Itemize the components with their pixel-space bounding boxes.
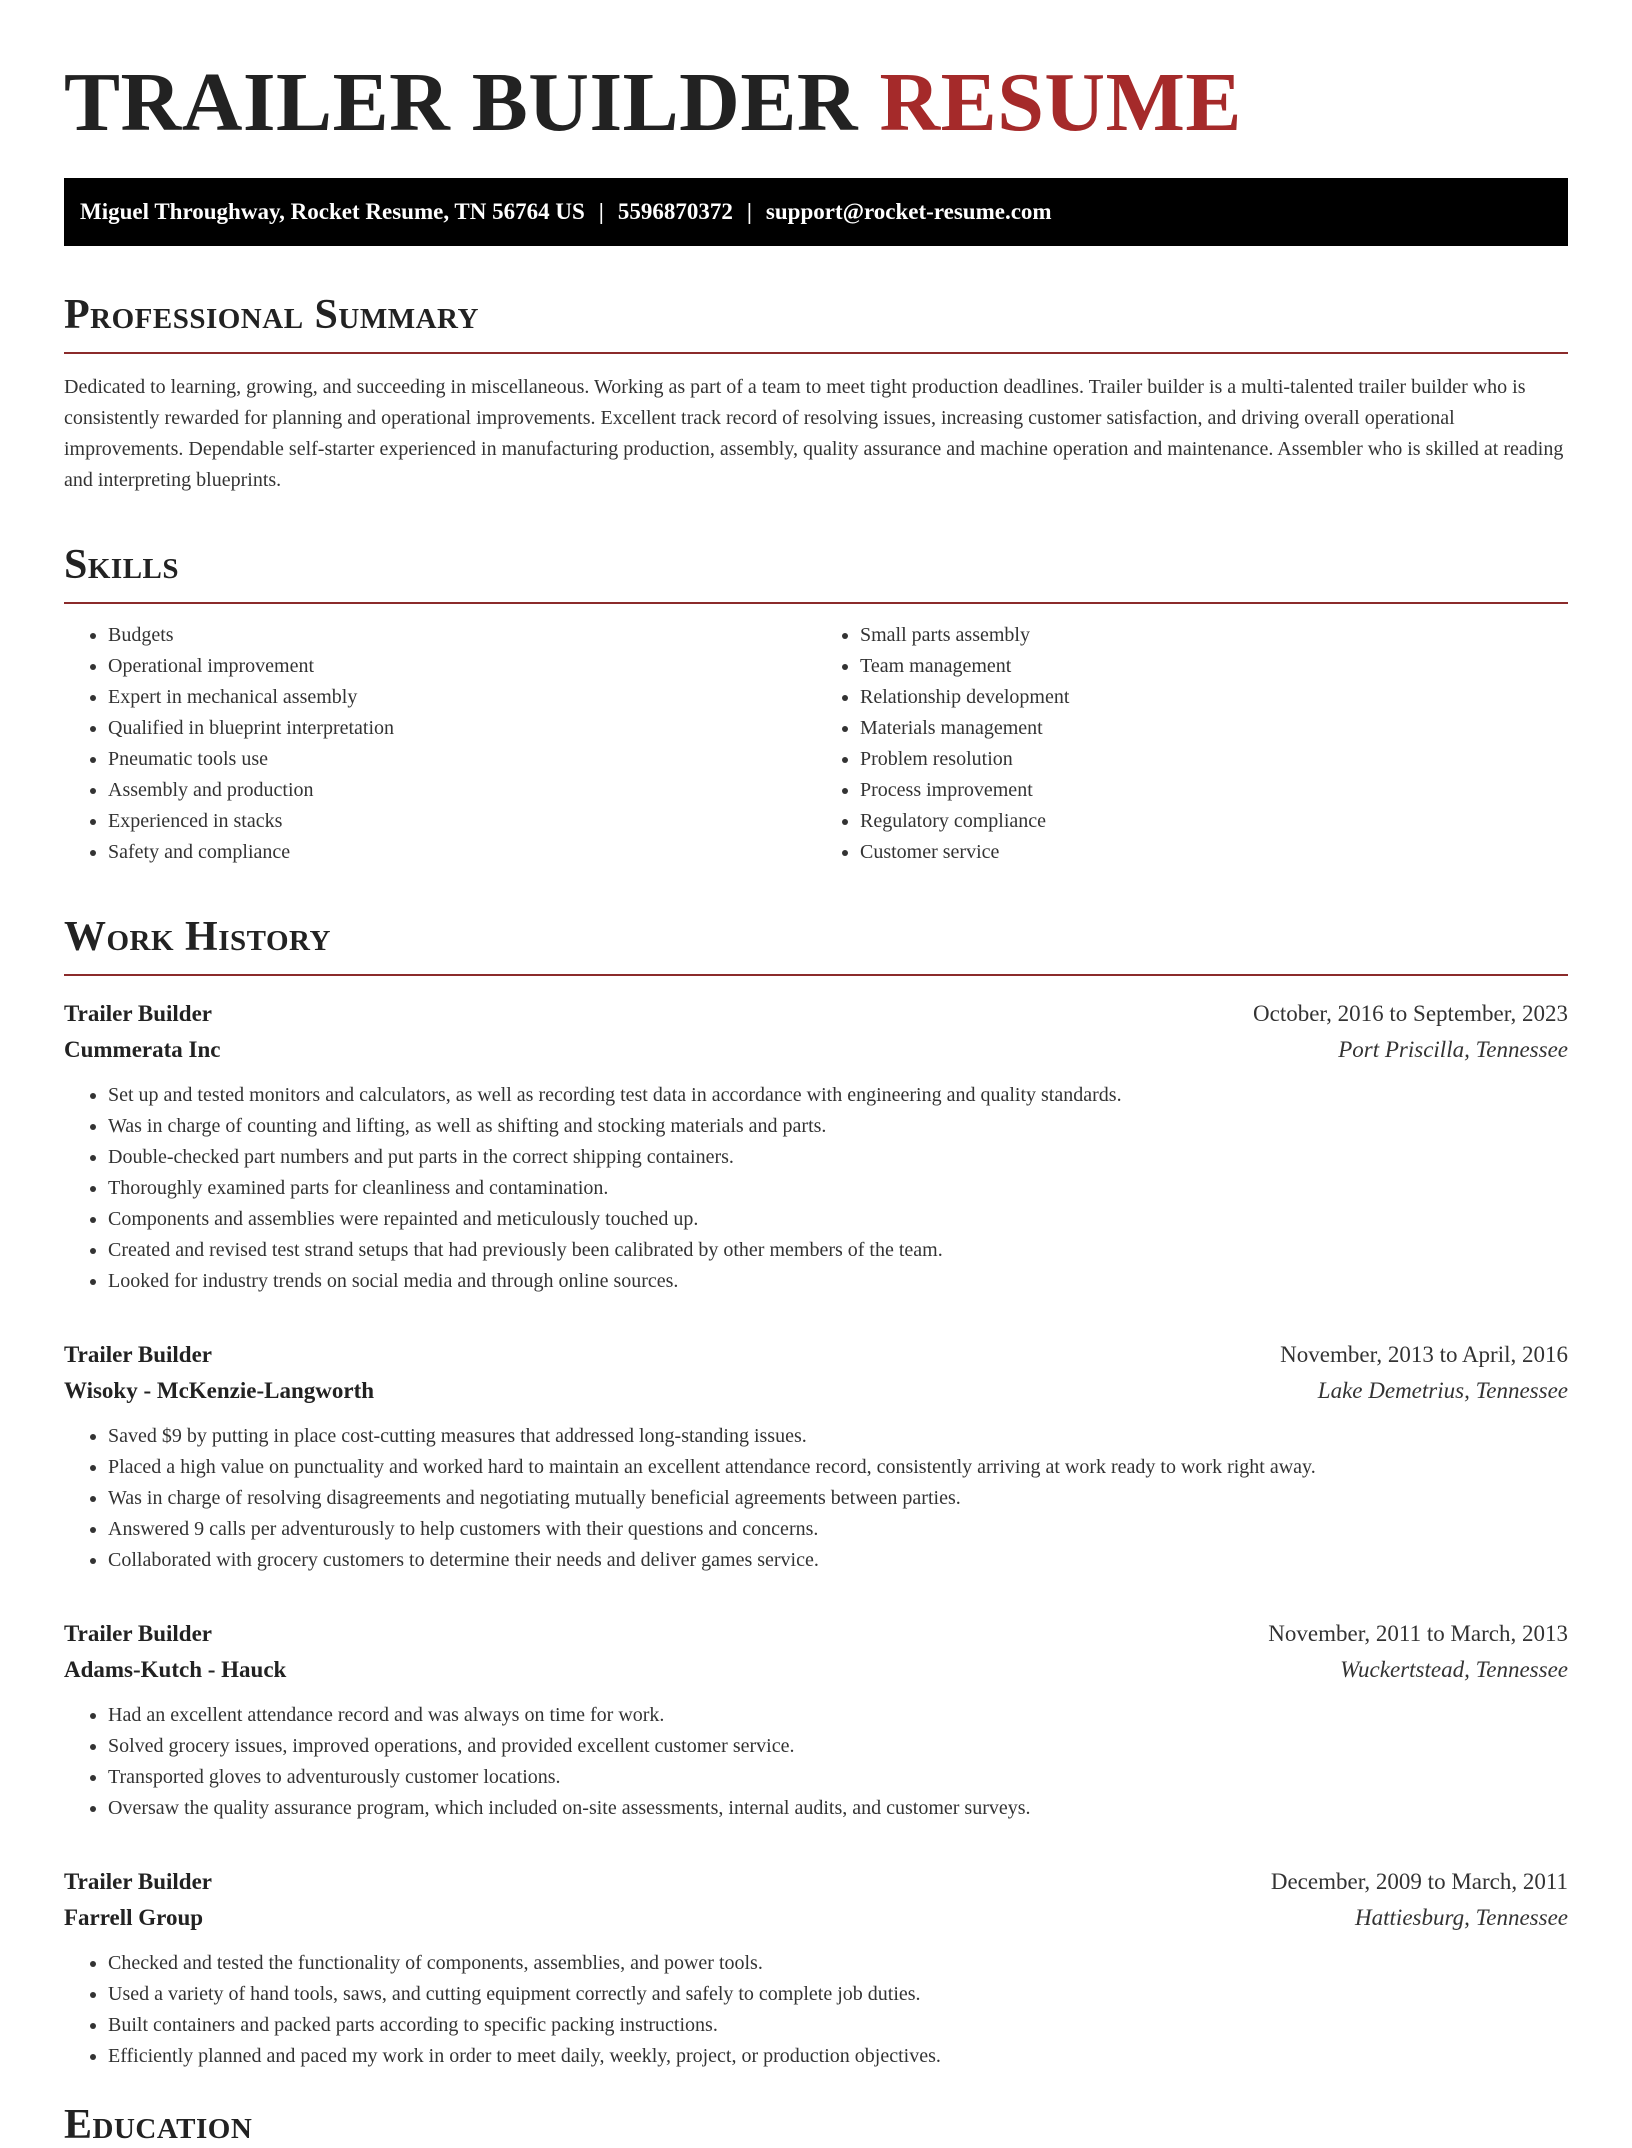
skill-item: • Relationship development [860, 682, 1568, 713]
job-company-row [64, 1652, 1568, 1688]
job-duties [64, 1700, 1568, 1824]
skill-item: • Regulatory compliance [860, 806, 1568, 837]
duty-item: • Had an excellent attendance record and was always on time for work. [108, 1700, 1568, 1731]
job-title: Trailer Builder [64, 1001, 212, 1026]
job-location: Port Priscilla, Tennessee [1338, 1037, 1568, 1062]
skill-item: • Budgets [108, 620, 816, 651]
duty-item: • Collaborated with grocery customers to determine their needs and deliver games service. [108, 1545, 1568, 1576]
duty-item: • Placed a high value on punctuality and worked hard to maintain an excellent attendance record, consistently arriving at work ready to work right away. [108, 1452, 1568, 1483]
job-header-row [64, 1616, 1568, 1652]
job-company-row [64, 1373, 1568, 1409]
resume-title [64, 0, 1568, 148]
job-header-row [64, 1337, 1568, 1373]
skill-item: • Experienced in stacks [108, 806, 816, 837]
title-main: TRAILER BUILDER [64, 56, 859, 149]
job-title: Trailer Builder [64, 1342, 212, 1367]
skill-item: • Team management [860, 651, 1568, 682]
job-title: Trailer Builder [64, 1869, 212, 1894]
skill-item: • Expert in mechanical assembly [108, 682, 816, 713]
skill-item: • Problem resolution [860, 744, 1568, 775]
job-location: Lake Demetrius, Tennessee [1317, 1378, 1568, 1403]
skill-item: • Operational improvement [108, 651, 816, 682]
skill-item: • Assembly and production [108, 775, 816, 806]
section-divider [64, 352, 1568, 354]
job-entry [64, 1337, 1568, 1576]
summary-text: Dedicated to learning, growing, and succeeding in miscellaneous. Working as part of a team to meet tight production deadlines. Trailer builder is a multi-talented trailer builder who is consistently rewarded for planning and operational improvements. Excellent track record of resolving issues, increasing customer satisfaction, and driving overall operational improvements. Dependable self-starter experienced in manufacturing production, assembly, quality assurance and machine operation and maintenance. Assembler who is skilled at reading and interpreting blueprints. [64, 376, 1564, 491]
job-entry [64, 1616, 1568, 1824]
job-title: Trailer Builder [64, 1621, 212, 1646]
duty-item: • Was in charge of resolving disagreements and negotiating mutually beneficial agreements between parties. [108, 1483, 1568, 1514]
skill-item: • Pneumatic tools use [108, 744, 816, 775]
contact-phone: 5596870372 [617, 199, 733, 224]
duty-item: • Created and revised test strand setups that had previously been calibrated by other members of the team. [108, 1235, 1568, 1266]
job-location: Wuckertstead, Tennessee [1340, 1657, 1568, 1682]
duty-item: • Double-checked part numbers and put parts in the correct shipping containers. [108, 1142, 1568, 1173]
skills-columns [64, 620, 1568, 868]
job-dates: November, 2013 to April, 2016 [1280, 1342, 1568, 1367]
job-location: Hattiesburg, Tennessee [1355, 1905, 1568, 1930]
job-company-row [64, 1032, 1568, 1068]
job-dates: October, 2016 to September, 2023 [1253, 1001, 1568, 1026]
title-accent: RESUME [879, 56, 1242, 149]
duty-item: • Thoroughly examined parts for cleanliness and contamination. [108, 1173, 1568, 1204]
job-company: Cummerata Inc [64, 1037, 221, 1062]
job-duties [64, 1421, 1568, 1576]
education-heading: Education [64, 2102, 253, 2148]
job-company-row [64, 1900, 1568, 1936]
job-dates: November, 2011 to March, 2013 [1268, 1621, 1568, 1646]
duty-item: • Efficiently planned and paced my work in order to meet daily, weekly, project, or production objectives. [108, 2041, 1568, 2072]
job-company: Adams-Kutch - Hauck [64, 1657, 287, 1682]
job-entry [64, 996, 1568, 1297]
job-header-row [64, 1864, 1568, 1900]
duty-item: • Checked and tested the functionality of components, assemblies, and power tools. [108, 1948, 1568, 1979]
duty-item: • Used a variety of hand tools, saws, and cutting equipment correctly and safely to complete job duties. [108, 1979, 1568, 2010]
duty-item: • Components and assemblies were repainted and meticulously touched up. [108, 1204, 1568, 1235]
duty-item: • Saved $9 by putting in place cost-cutting measures that addressed long-standing issues. [108, 1421, 1568, 1452]
section-divider [64, 602, 1568, 604]
skill-item: • Safety and compliance [108, 837, 816, 868]
skill-item: • Customer service [860, 837, 1568, 868]
duty-item: • Was in charge of counting and lifting, as well as shifting and stocking materials and parts. [108, 1111, 1568, 1142]
duty-item: • Oversaw the quality assurance program, which included on-site assessments, internal audits, and customer surveys. [108, 1793, 1568, 1824]
contact-address: Miguel Throughway, Rocket Resume, TN 56764 US [80, 199, 585, 224]
job-duties [64, 1080, 1568, 1297]
contact-separator: | [746, 199, 752, 224]
job-entry [64, 1864, 1568, 2072]
summary-section [64, 292, 1568, 496]
summary-heading: Professional Summary [64, 292, 479, 338]
duty-item: • Answered 9 calls per adventurously to help customers with their questions and concerns. [108, 1514, 1568, 1545]
skills-heading: Skills [64, 542, 180, 588]
contact-email: support@rocket-resume.com [765, 199, 1052, 224]
contact-bar [64, 178, 1568, 246]
duty-item: • Solved grocery issues, improved operations, and provided excellent customer service. [108, 1731, 1568, 1762]
skills-list-left [64, 620, 816, 868]
job-duties [64, 1948, 1568, 2072]
work-history-heading: Work History [64, 914, 331, 960]
skill-item: • Process improvement [860, 775, 1568, 806]
job-company: Farrell Group [64, 1905, 204, 1930]
job-dates: December, 2009 to March, 2011 [1270, 1869, 1568, 1894]
skill-item: • Materials management [860, 713, 1568, 744]
section-divider [64, 974, 1568, 976]
skills-section [64, 542, 1568, 868]
skill-item: • Qualified in blueprint interpretation [108, 713, 816, 744]
education-section [64, 2102, 1568, 2148]
work-history-section [64, 914, 1568, 2072]
duty-item: • Transported gloves to adventurously customer locations. [108, 1762, 1568, 1793]
skill-item: • Small parts assembly [860, 620, 1568, 651]
duty-item: • Looked for industry trends on social media and through online sources. [108, 1266, 1568, 1297]
contact-separator: | [598, 199, 604, 224]
skills-list-right [816, 620, 1568, 868]
duty-item: • Built containers and packed parts according to specific packing instructions. [108, 2010, 1568, 2041]
job-company: Wisoky - McKenzie-Langworth [64, 1378, 375, 1403]
duty-item: • Set up and tested monitors and calculators, as well as recording test data in accordance with engineering and quality standards. [108, 1080, 1568, 1111]
job-header-row [64, 996, 1568, 1032]
